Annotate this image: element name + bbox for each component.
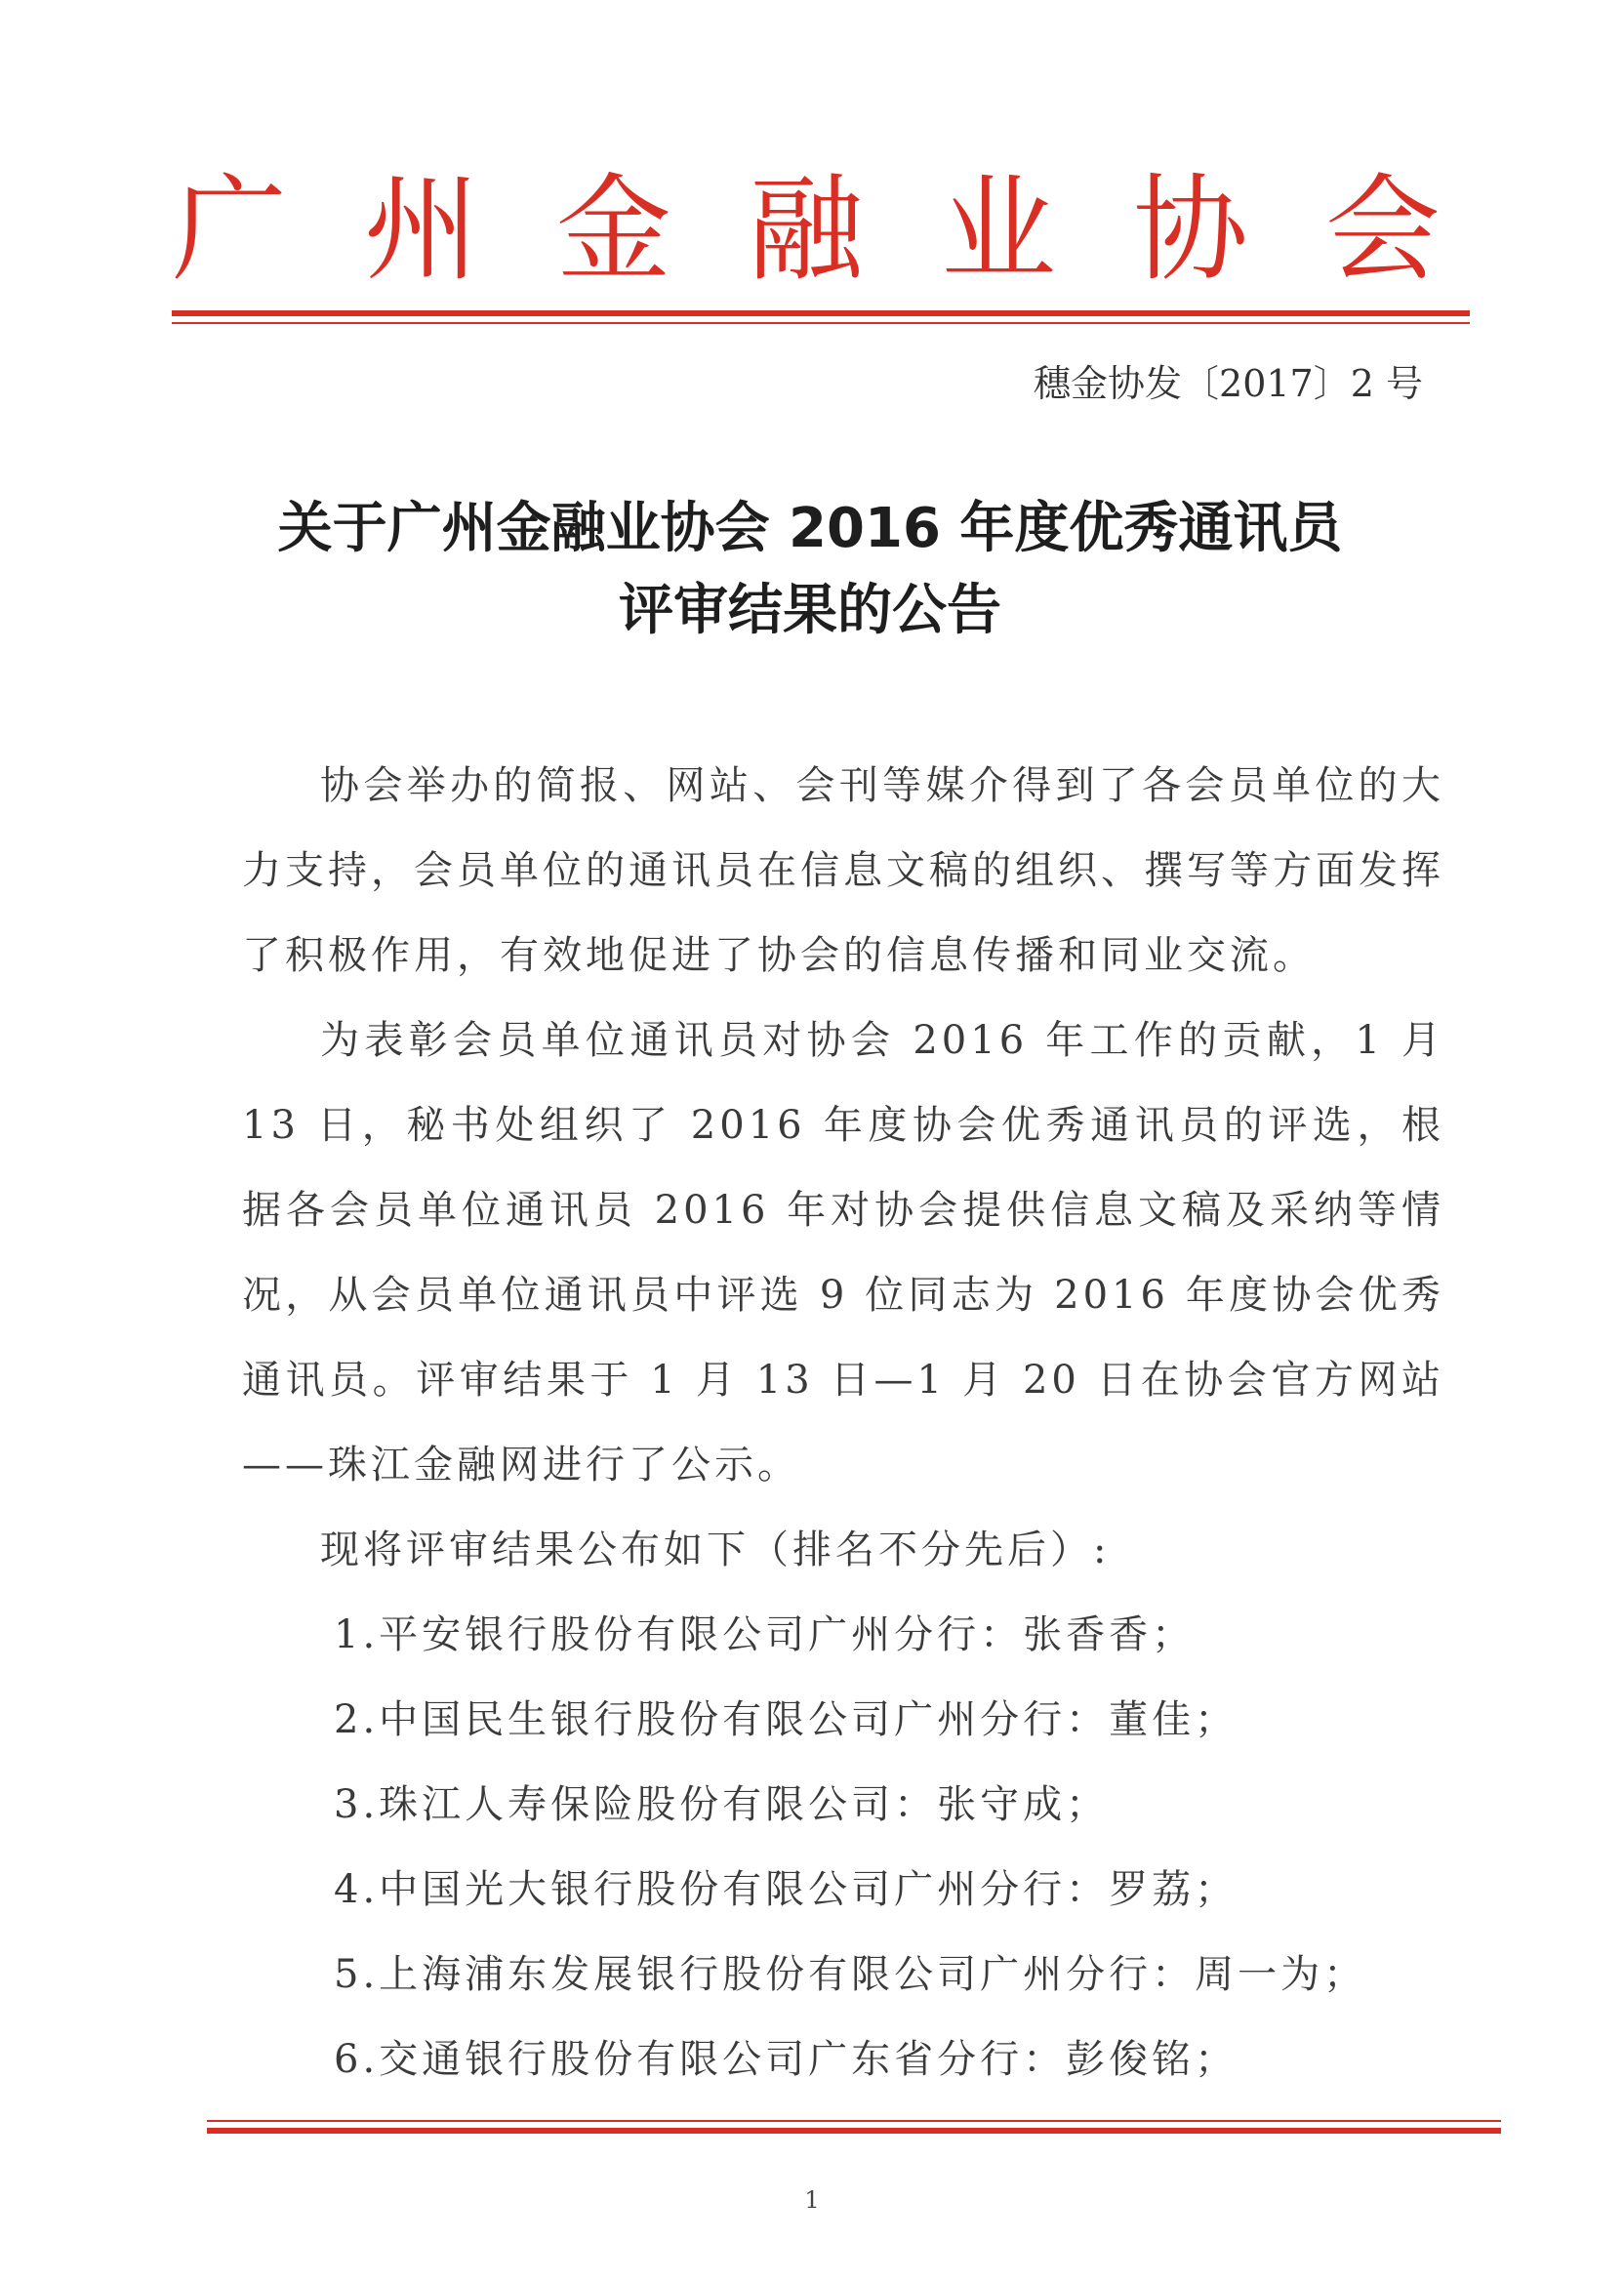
letterhead-char: 协 — [1132, 162, 1248, 297]
result-item-6: 6.交通银行股份有限公司广东省分行：彭俊铭； — [334, 2037, 1238, 2082]
letterhead-char: 业 — [940, 162, 1056, 297]
result-item-3: 3.珠江人寿保险股份有限公司：张守成； — [334, 1782, 1110, 1827]
letterhead-char: 广 — [172, 162, 288, 297]
result-item-4: 4.中国光大银行股份有限公司广州分行：罗荔； — [334, 1867, 1238, 1912]
document-title-line-2: 评审结果的公告 — [619, 579, 1001, 642]
result-item-5: 5.上海浦东发展银行股份有限公司广州分行：周一为； — [334, 1952, 1367, 1997]
document-title — [176, 488, 1444, 652]
footer-divider-thin — [207, 2120, 1501, 2122]
letterhead-char: 金 — [555, 162, 671, 297]
result-item-1: 1.平安银行股份有限公司广州分行：张香香； — [334, 1612, 1196, 1657]
body-paragraph-2: 为表彰会员单位通讯员对协会 2016 年工作的贡献，1 月 13 日，秘书处组织了 2016 年度协会优秀通讯员的评选，根据各会员单位通讯员 2016 年对协会提供信息文稿及采纳等情况，从会员单位通讯员中评选 9 位同志为 2016 年度协会优秀通讯员。评审结果于 1 月 13 日—1 月 20 日在协会官方网站——珠江金融网进行了公示。 — [242, 1018, 1444, 1487]
document-body — [242, 744, 1444, 2102]
letterhead-divider-thick — [172, 310, 1470, 316]
letterhead-divider-thin — [172, 322, 1470, 324]
letterhead-char: 融 — [748, 162, 864, 297]
document-title-line-1: 关于广州金融业协会 2016 年度优秀通讯员 — [277, 497, 1343, 560]
body-paragraph-1: 协会举办的简报、网站、会刊等媒介得到了各会员单位的大力支持，会员单位的通讯员在信息文稿的组织、撰写等方面发挥了积极作用，有效地促进了协会的信息传播和同业交流。 — [242, 763, 1444, 978]
page-number: 1 — [804, 2186, 820, 2214]
body-paragraph-3: 现将评审结果公布如下（排名不分先后）: — [320, 1528, 1111, 1572]
letterhead-org-name — [172, 146, 1441, 312]
result-item-2: 2.中国民生银行股份有限公司广州分行：董佳； — [334, 1697, 1238, 1742]
footer-divider-thick — [207, 2128, 1501, 2134]
letterhead-char: 会 — [1324, 162, 1441, 297]
letterhead-char: 州 — [363, 162, 479, 297]
document-number: 穗金协发〔2017〕2 号 — [1034, 362, 1423, 405]
